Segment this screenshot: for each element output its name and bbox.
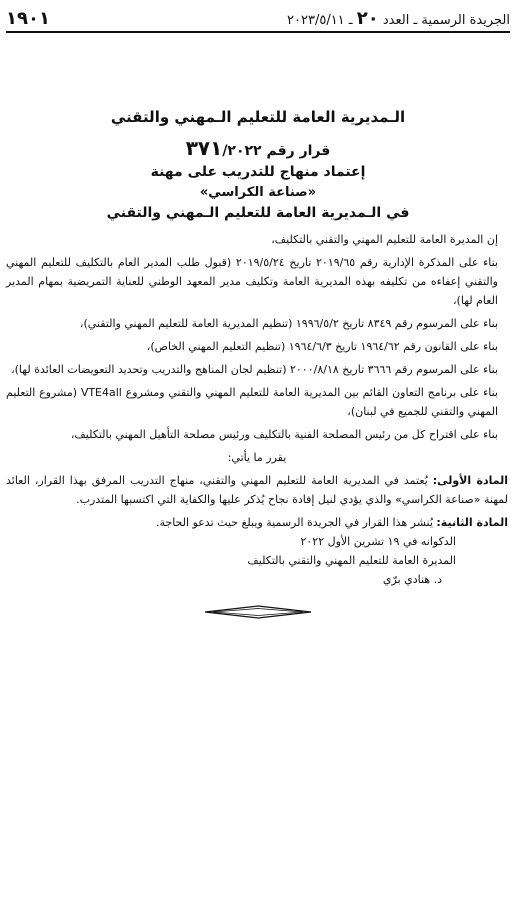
preamble-paragraph: بناء على القانون رقم ١٩٦٤/٦٢ تاريخ ١٩٦٤/٦/٣ (تنظيم التعليم المهني الخاص)، — [146, 340, 498, 353]
preamble-paragraph: بناء على اقتراح كل من رئيس المصلحة الفنية بالتكليف ورئيس مصلحة التأهيل المهني بالتكليف، — [70, 428, 498, 441]
preamble-paragraph: بناء على المذكرة الإدارية رقم ٢٠١٩/٦٥ تاريخ ٢٠١٩/٥/٢٤ (قبول طلب المدير العام بالتكليف للتعليم المهني والتقني إعفاءه من تكليفه بهذه المديرية العامة وتكليف مدير المعهد الوطني للعناية التمريضية بمهام المدير العام لها)، — [6, 256, 498, 307]
article-2-text: يُنشر هذا القرار في الجريدة الرسمية ويبلغ حيث تدعو الحاجة. — [156, 516, 433, 529]
journal-name: الجريدة الرسمية ـ العدد — [382, 12, 510, 28]
article-2-label: المادة الثانية: — [436, 516, 508, 529]
running-header — [287, 8, 510, 29]
preamble-paragraph: بناء على المرسوم رقم ٨٣٤٩ تاريخ ١٩٩٦/٥/٢ (تنظيم المديرية العامة للتعليم المهني والتقني)، — [79, 317, 498, 330]
page-number: ١٩٠١ — [6, 7, 50, 29]
article-1-text: يُعتمد في المديرية العامة للتعليم المهني والتقني، منهاج التدريب المرفق بهذا القرار، العائد لمهنة «صناعة الكراسي» والذي يؤدي لنيل إفادة نجاح يُذكر عليها والكفاية التي اكتسبها المتدرب. — [6, 474, 508, 506]
decision-number: ٣٧١ — [185, 136, 223, 160]
preamble-paragraph: بناء على المرسوم رقم ٣٦٦٦ تاريخ ٢٠٠٠/٨/١٨ (تنظيم لجان المناهج والتدريب وتحديد التعويضات العائدة لها)، — [11, 363, 498, 376]
issue-date: ـ ٢٠٢٣/٥/١١ — [287, 12, 353, 28]
issue-number: ٢٠ — [356, 7, 379, 29]
decision-number-line — [0, 136, 516, 160]
decides-heading: يقرر ما يأتي: — [227, 451, 287, 464]
decision-year: /٢٠٢٢ — [222, 143, 262, 159]
subject-line-1: إعتماد منهاج للتدريب على مهنة — [150, 164, 366, 180]
decision-prefix: قرار رقم — [266, 143, 331, 159]
signature-block — [247, 532, 456, 589]
signature-place-date: الدكوانه في ١٩ تشرين الأول ٢٠٢٢ — [300, 535, 456, 548]
diamond-divider-icon — [203, 605, 313, 619]
page-header — [6, 6, 510, 30]
document-title: الـمديرية العامة للتعليم الـمهني والتقني — [110, 108, 406, 126]
subject-line-3: في الـمديرية العامة للتعليم الـمهني والتقني — [106, 205, 410, 221]
decision-body — [6, 230, 508, 536]
header-rule — [6, 31, 510, 33]
article-1 — [6, 471, 508, 509]
article-2 — [6, 513, 508, 532]
signature-role: المديرة العامة للتعليم المهني والتقني بالتكليف — [247, 554, 456, 567]
subject-line-2: «صناعة الكراسي» — [199, 185, 317, 200]
preamble-paragraph: إن المديرة العامة للتعليم المهني والتقني بالتكليف، — [271, 233, 498, 246]
signature-name: د. هنادي برّي — [382, 573, 442, 586]
end-ornament — [0, 604, 516, 623]
preamble-paragraph: بناء على برنامج التعاون القائم بين المديرية العامة للتعليم المهني والتقني ومشروع VTE4all (مشروع التعليم المهني والتقني للجميع في لبنان)، — [6, 386, 498, 418]
article-1-label: المادة الأولى: — [432, 474, 508, 487]
